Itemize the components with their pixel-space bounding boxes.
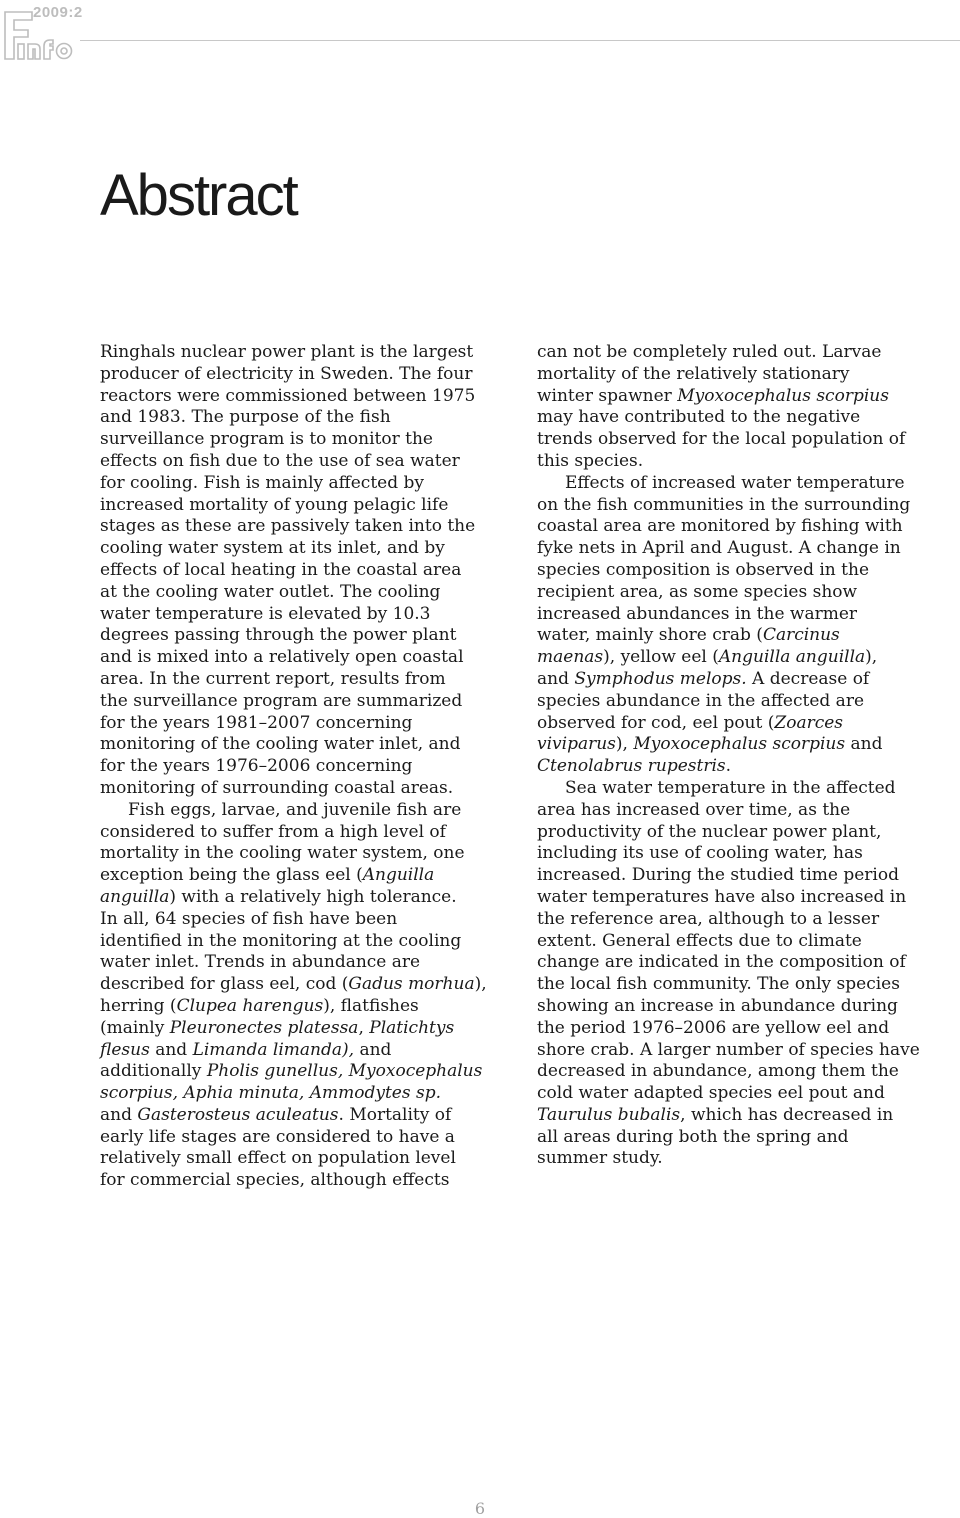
paragraph xyxy=(537,342,947,473)
species-name: Myoxocephalus scorpius xyxy=(677,385,889,406)
species-name: Gadus morhua xyxy=(348,974,475,995)
text-run: ), herring ( xyxy=(100,974,487,1016)
text-run: may have contributed to the negative trends observed for the local population of this species. xyxy=(537,407,906,471)
text-run: and xyxy=(100,1104,132,1125)
species-name: Pleuronectes platessa xyxy=(169,1017,359,1038)
species-name: Pholis gunellus, Myoxocephalus scorpius, Aphia minuta, Ammodytes sp. xyxy=(100,1061,483,1104)
text-run: , which has decreased in all areas during both the spring and summer study. xyxy=(537,1104,894,1169)
text-run: and xyxy=(850,734,883,755)
left-column xyxy=(100,342,510,1192)
text-run: can not be completely ruled out. Larvae mortality of the relatively stationary winter spawner xyxy=(537,342,882,406)
species-name: Anguilla anguilla xyxy=(100,865,435,907)
text-run: ) with a relatively high tolerance. In all, 64 species of fish have been identified in the monitoring at the cooling water inlet. Trends in abundance are described for glass eel, cod ( xyxy=(100,886,462,995)
text-run: A decrease of species abundance in the affected are observed for cod, eel pout ( xyxy=(537,668,870,733)
issue-number: 2009:2 xyxy=(33,4,83,21)
text-run: , xyxy=(358,1017,370,1038)
right-column xyxy=(537,342,947,1170)
species-name: Zoarces viviparus xyxy=(537,712,844,755)
species-name: Symphodus melops. xyxy=(574,668,747,689)
species-name: Clupea harengus xyxy=(176,995,324,1016)
paragraph xyxy=(537,473,947,778)
paragraph xyxy=(537,778,947,1170)
text-run: ), xyxy=(615,734,634,755)
text-run: . Mortality of early life stages are considered to have a relatively small effect on population level for commercial species, although effects xyxy=(100,1104,456,1191)
species-name: Ctenolabrus rupestris xyxy=(537,756,726,777)
text-run: . xyxy=(725,756,732,777)
text-run: Fish eggs, larvae, and juvenile fish are considered to suffer from a high level of mortality in the cooling water system, one exception being the glass eel ( xyxy=(100,799,465,886)
text-run: ), and xyxy=(537,647,878,689)
species-name: Carcinus maenas xyxy=(537,625,840,668)
text-run: ), flatfishes (mainly xyxy=(100,995,419,1038)
paragraph-text: Ringhals nuclear power plant is the largest producer of electricity in Sweden. The four reactors were commissioned between 1975 and 1983. The purpose of the fish surveillance program is to monitor the effects on fish due to the use of sea water for cooling. Fish is mainly affected by increased mortality of young pelagic life stages as these are passively taken into the cooling water system at its inlet, and by effects of local heating in the coastal area at the cooling water outlet. The cooling water temperature is elevated by 10.3 degrees passing through the power plant and is mixed into a relatively open coastal area. In the current report, results from the surveillance program are summarized for the years 1981–2007 concerning monitoring of the cooling water inlet, and for the years 1976–2006 concerning monitoring of surrounding coastal areas. xyxy=(100,342,476,798)
text-run: Effects of increased water temperature on the fish communities in the surrounding coastal area are monitored by fishing with fyke nets in April and August. A change in species composition is observed in the recipient area, as some species show increased abundances in the warmer water, mainly shore crab ( xyxy=(537,472,911,646)
page-number: 6 xyxy=(474,1499,486,1518)
species-name: Gasterosteus aculeatus xyxy=(137,1104,339,1125)
species-name: Anguilla anguilla xyxy=(718,647,866,668)
species-name: Limanda limanda), xyxy=(192,1039,355,1060)
page-title: Abstract xyxy=(100,163,297,228)
text-run: Sea water temperature in the affected area has increased over time, as the productivity of the nuclear power plant, including its use of cooling water, has increased. During the studied time period water temperatures have also increased in the reference area, although to a lesser extent. General effects due to climate change are indicated in the composition of the local fish community. The only species showing an increase in abundance during the period 1976–2006 are yellow eel and shore crab. A larger number of species have decreased in abundance, among them the cold water adapted species eel pout and xyxy=(537,777,920,1104)
text-run: ), yellow eel ( xyxy=(603,647,719,668)
text-run: and additionally xyxy=(100,1039,392,1082)
species-name: Myoxocephalus scorpius xyxy=(633,734,846,755)
species-name: Platichtys flesus xyxy=(100,1017,455,1060)
text-run: and xyxy=(149,1039,193,1060)
header-rule xyxy=(80,40,960,41)
paragraph xyxy=(100,342,510,800)
species-name: Taurulus bubalis xyxy=(537,1104,681,1125)
paragraph xyxy=(100,800,510,1192)
